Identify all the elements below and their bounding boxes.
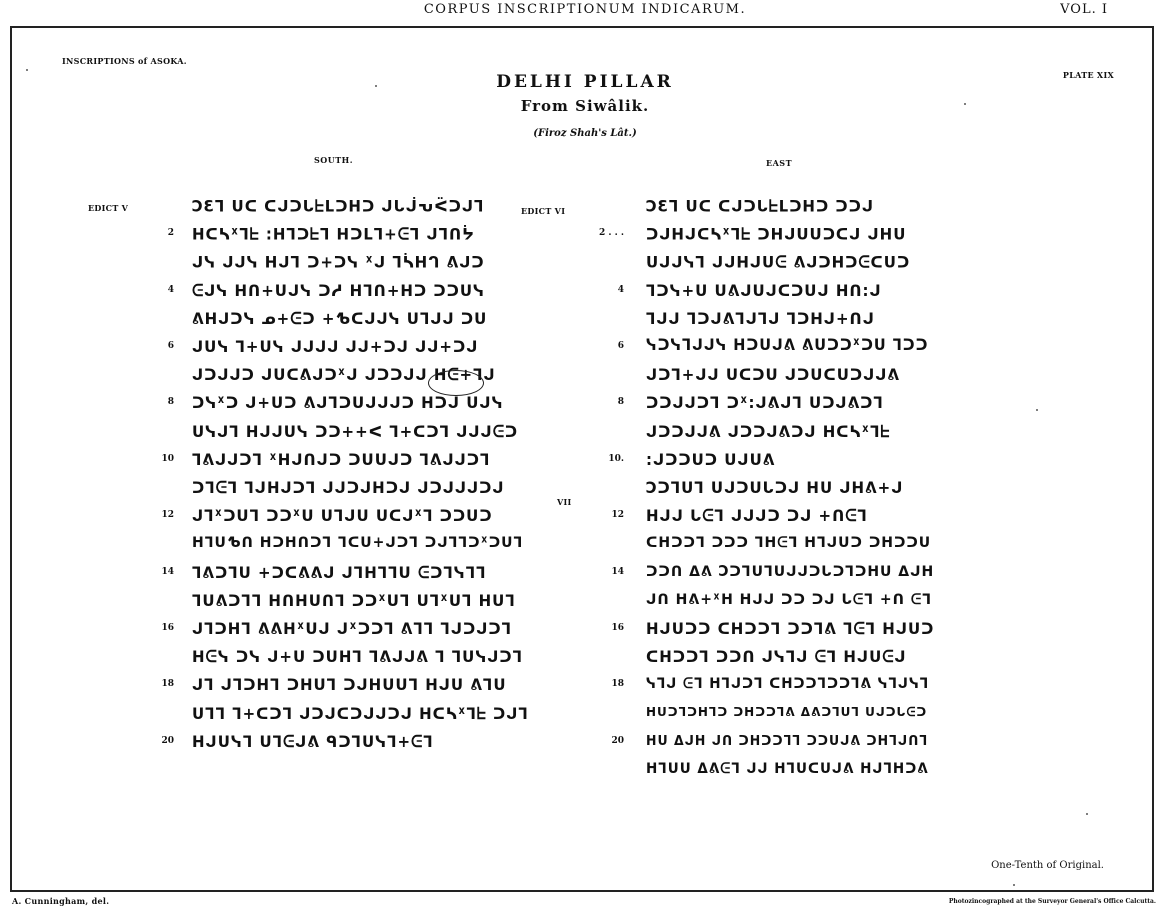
left-inscription-line: ᒍᑌᓭ ᒣ+ᑌᓭ ᒍᒍᒍᒍ ᒍᒍ+ᑐᒍ ᒍᒍ+ᑐᒍ [192,337,479,357]
right-inscription-line: ᕼᑌ ᐃᒍᕼ ᒍᑎ ᑐᕼᑐᑐᒣᒣ ᑐᑐᑌᒍᕕ ᑐᕼᒣᒍᑎᒣ [646,732,929,749]
circled-reading [428,370,484,396]
left-inscription-line: ᕼᑕᓴᕽᒣᖶ :ᕼᒣᑐᖶᒣ ᕼᑐᒪᒣ+ᕮᒣ ᒍᒣᑎᔮ [192,224,475,244]
right-inscription-line: ᑕᕼᑐᑐᒣ ᑐᑐᑐ ᒣᕼᕮᒣ ᕼᒣᒍᑌᑐ ᑐᕼᑐᑐᑌ [646,534,932,552]
left-line-number: 16 [161,623,174,633]
plate-alt-name: (Firoz Shah's Lât.) [533,128,637,139]
print-speck [1013,884,1015,886]
left-inscription-line: ᒍᒣ ᒍᒣᑐᕼᒣ ᑐᕼᑌᒣ ᑐᒍᕼᑌᑌᒣ ᕼᒍᑌ ᕕᒣᑌ [192,675,507,695]
left-inscription-line: ᕮᒍᓭ ᕼᑎ+ᑌᒍᓭ ᑐᓱ ᕼᒣᑎ+ᕼᑐ ᑐᑐᑌᓭ [192,281,485,301]
plate-number: PLATE XIX [1062,70,1114,80]
plate-subtitle: From Siwâlik. [520,97,650,115]
print-speck [375,85,377,87]
left-inscription-line: ᕼᒍᑌᓭᒣ ᑌᒣᕮᒍᕕ ᑫᑐᒣᑌᓭᒣ+ᕮᒣ [192,732,434,752]
right-inscription-line: ᑐᑐᑎ ᐃᕕ Ͻᑐᒣᑌᒣᑌᒍᒍᑐᒐᑐᒣᑐᕼᑌ ᐃᒍᕼ [646,563,935,580]
left-line-number: 12 [161,510,174,521]
right-edict-label: EDICT VI [521,206,566,216]
right-line-number: 20 [611,735,624,746]
left-line-number: 4 [167,284,174,295]
left-column-heading: SOUTH. [314,155,354,165]
right-inscription-line: ᒍᑐᑐᒍᒍᕕ ᒍᑐᑐᒍᕕᑐᒍ ᕼᑕᓴᕽᒣᖶ [646,422,891,442]
right-line-number: 2 . . . [598,228,624,239]
left-line-number: 2 [167,228,174,239]
edict-vii-label: VII [557,497,572,507]
right-inscription-line: :ᒍᑐᑐᑌᑐ ᑌᒍᑌᕕ [646,450,776,470]
printer-credit: Photozincographed at the Surveyor General's Office Calcutta. [948,898,1156,905]
right-inscription-line: ᕼᒍᒍ ᒐᕮᒣ ᒍᒍᒍᑐ ᑐᒍ +ᑎᕮᒣ [646,506,868,526]
left-inscription-line: ᒣᑌᕕᑐᒣᒣ ᕼᑎᕼᑌᑎᒣ ᑐᑐᕽᑌᒣ ᑌᒣᕽᑌᒣ ᕼᑌᒣ [192,591,516,611]
right-column-heading: EAST [766,158,793,168]
right-inscription-line: ᒍᑐᒣ+ᒍᒍ ᑌᑕᑐᑌ ᒍᑐᑌᑕᑌᑐᒍᒍᕕ [646,365,901,385]
left-line-number: 14 [161,566,174,577]
right-inscription-line: ᑌᒍᒍᓭᒣ ᒍᒍᕼᒍᑌᕮ ᕕᒍᑐᕼᑐᕮᑕᑌᑐ [646,252,911,272]
right-inscription-line: ϽƐᒣ ᑌᑕ ᑕᒍᑐᒐᖶᒪᑐᕼᑐ ᑐᑐᒍ [646,196,875,216]
left-edict-label: EDICT V [88,203,129,213]
right-line-number: 4 [617,284,624,295]
left-inscription-line: ᒍᓭ ᒍᒍᓭ ᕼᒍᒣ ᑐ+ᑐᓭ ᕽᒍ ᒣᓵᕼᒉ ᕕᒍᑐ [192,252,485,272]
right-line-number: 18 [611,679,624,690]
right-inscription-line: ᕼᑌᑐᒣᑐᕼᒣᑐ ᑐᕼᑐᑐᒣᕕ ᐃᕕᑐᒣᑌᒣ ᑌᒍᑐᒐᕮᑐ [646,704,928,719]
right-inscription-line: ᑕᕼᑐᑐᒣ ᑐᑐᑎ ᒍᓭᒣᒍ ᕮᒣ ᕼᒍᑌᕮᒍ [646,647,907,667]
right-inscription-line: ᑐᒍᕼᒍᑕᓴᕽᒣᖶ ᑐᕼᒍᑌᑌᑐᑕᒍ ᒍᕼᑌ [646,224,907,244]
right-inscription-line: ᒍᑎ ᕼᕕ+ᕽᕼ ᕼᒍᒍ ᑐᑐ ᑐᒍ ᒐᕮᒣ +ᑎ ᕮᒣ [646,591,933,609]
right-line-number: 8 [617,397,624,408]
right-line-number: 16 [611,623,624,633]
left-inscription-line: ᑌᓭᒍᒣ ᕼᒍᒍᑌᓭ ᑐᑐ++ᐸ ᒣ+ᑕᑐᒣ ᒍᒍᒍᕮᑐ [192,422,519,442]
left-line-number: 10 [161,453,174,464]
print-speck [1036,409,1038,411]
right-inscription-line: ᒣᑐᓭ+ᑌ ᑌᕕᒍᑌᒍᑕᑐᑌᒍ ᕼᑎ:ᒍ [646,281,882,301]
left-inscription-line: ᕕᕼᒍᑐᓭ ᓄ+ᕮᑐ +ᕹᑕᒍᒍᓭ ᑌᒣᒍᒍ ᑐᑌ [192,309,488,329]
right-inscription-line: Ͻᑐᒣᑌᒣ ᑌᒍᑐᑌᒐᑐᒍ ᕼᑌ ᒍᕼᕕ+ᒍ [646,478,904,498]
left-inscription-line: ᒣᕕᑐᒣᑌ +ᑐᑕᕕᕕᒍ ᒍᒣᕼᒣᒣᑌ ᕮᑐᒣᓭᒣᒣ [192,563,487,583]
series-label: INSCRIPTIONS of ASOKA. [62,56,187,66]
left-line-number: 6 [167,341,174,351]
left-line-number: 8 [167,397,174,408]
running-title: CORPUS INSCRIPTIONUM INDICARUM. [423,2,747,17]
plate-title: DELHI PILLAR [496,72,674,92]
left-inscription-line: ᒍᒣᑐᕼᒣ ᕕᕕᕼᕽᑌᒍ ᒍᕽᑐᑐᒣ ᕕᒣᒣ ᒣᒍᑐᒍᑐᒣ [192,619,512,639]
right-line-number: 14 [611,566,624,577]
left-line-number: 18 [161,679,174,690]
print-speck [26,69,28,71]
left-inscription-line: ᑐᓭᕽᑐ ᒍ+ᑌᑐ ᕕᒍᒣᑐᑌᒍᒍᒍᑐ ᕼᑐᒍ ᑌᒍᓭ [192,393,504,413]
volume-label: VOL. I [1060,2,1108,17]
print-speck [1086,813,1088,815]
left-line-number: 20 [161,735,174,746]
right-line-number: 10. [608,453,624,464]
artist-credit: A. Cunningham, del. [12,896,110,906]
left-inscription-line: ϽƐᒣ ᑌᑕ ᑕᒍᑐᒐᖶᒪᑐᕼᑐ ᒍᒐᒎᕃᑈᑐᒍᒣ [192,196,485,216]
left-inscription-line: ᑐᒣᕮᒣ ᒣᒍᕼᒍᑐᒣ ᒍᒍᑐᒍᕼᑐᒍ ᒍᑐᒍᒍᒍᑐᒍ [192,478,505,498]
right-inscription-line: ᕼᒍᑌᑐᑐ ᑕᕼᑐᑐᒣ ᑐᑐᒣᕕ ᒣᕮᒣ ᕼᒍᑌᑐ [646,619,935,639]
right-inscription-line: ᒣᒍᒍ ᒣᑐᒍᕕᒣᒍᒣᒍ ᒣᑐᕼᒍ+ᑎᒍ [646,309,875,329]
left-inscription-line: ᕼᒣᑌᕹᑎ ᕼᑐᕼᑎᑐᒣ ᒣᑕᑌ+ᒍᑐᒣ ᑐᒍᒣᒣᑐᕽᑐᑌᒣ [192,534,524,552]
right-inscription-line: ᕼᒣᑌᑌ ᐃᕕᕮᒣ ᒍᒍ ᕼᒣᑌᑕᑌᒍᕕ ᕼᒍᒣᕼᑐᕕ [646,760,929,778]
right-line-number: 6 [617,341,624,351]
right-line-number: 12 [611,510,624,521]
left-inscription-line: ᒣᕕᒍᒍᑐᒣ ᕽᕼᒍᑎᒍᑐ ᑐᑌᑌᒍᑐ ᒣᕕᒍᒍᑐᒣ [192,450,491,470]
right-inscription-line: ᑐᑐᒍᒍᑐᒣ ᑐᕽ:ᒍᕕᒍᒣ ᑌᑐᒍᕕᑐᒣ [646,393,884,413]
left-inscription-line: ᕼᕮᓭ ᑐᓭ ᒍ+ᑌ ᑐᑌᕼᒣ ᒣᕕᒍᒍᕕ ᒣ ᒣᑌᓭᒍᑐᒣ [192,647,524,667]
left-inscription-line: ᒍᒣᕽᑐᑌᒣ ᑐᑐᕽᑌ ᑌᒣᒍᑌ ᑌᑕᒍᕽᒣ ᑐᑐᑌᑐ [192,506,493,526]
plate-frame [10,26,1154,892]
left-inscription-line: ᑌᒣᒣ ᒣ+ᑕᑐᒣ ᒍᑐᒍᑕᑐᒍᒍᑐᒍ ᕼᑕᓴᕽᒣᖶ ᑐᒍᒣ [192,704,529,724]
print-speck [964,103,966,105]
left-inscription-line: ᒍᑐᒍᒍᑐ ᒍᑌᑕᕕᒍᑐᕽᒍ ᒍᑐᑐᒍᒍ ᕼᕮ+ᒣᒍ [192,365,496,385]
right-inscription-line: ᓭᒣᒍ ᕮᒣ ᕼᒣᒍᑐᒣ ᑕᕼᑐᑐᒣᑐᑐᒣᕕ ᓭᒣᒍᓭᒣ [646,675,930,693]
scale-note: One-Tenth of Original. [991,860,1104,871]
right-inscription-line: ᓭᑐᓭᒣᒍᒍᓭ ᕼᑐᑌᒍᕕ ᕕᑌᑐᑐᕽᑐᑌ ᒣᑐᑐ [646,337,929,355]
